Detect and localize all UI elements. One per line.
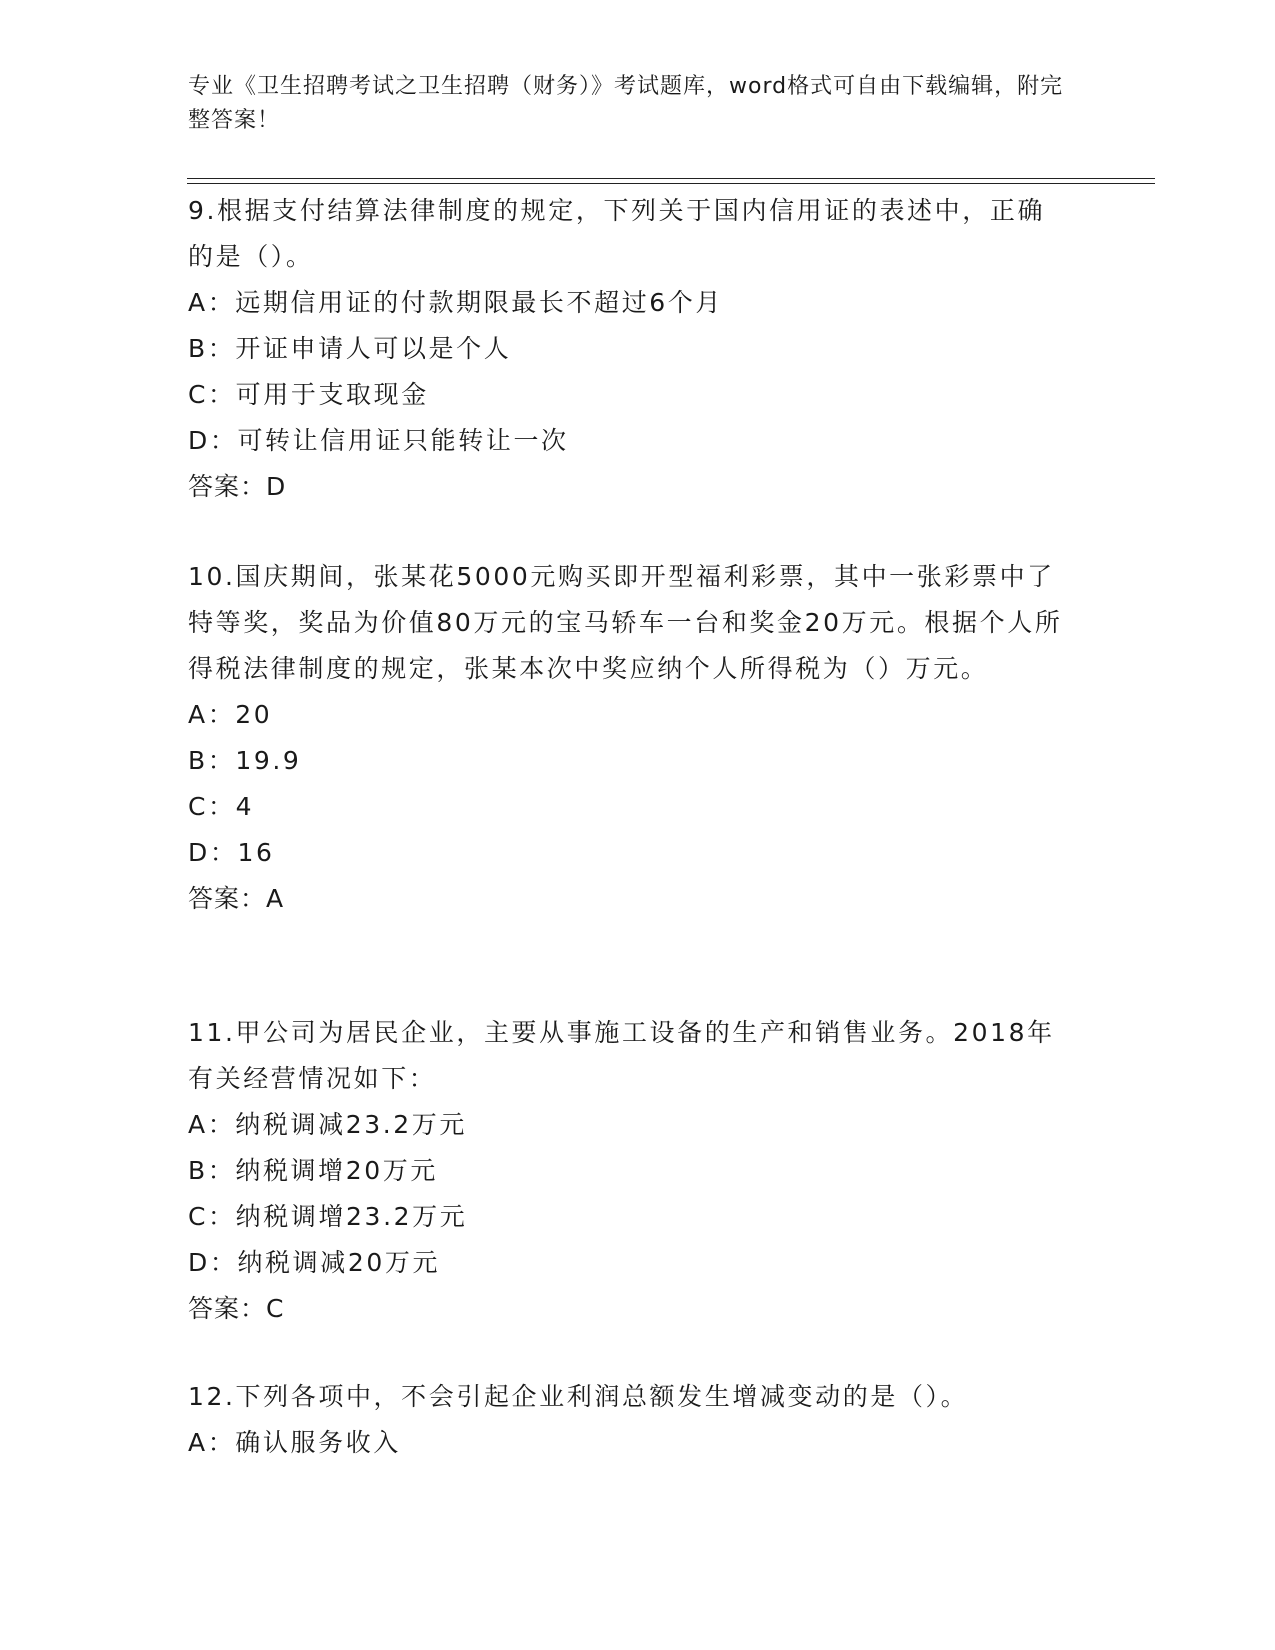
question-stem: 11.甲公司为居民企业，主要从事施工设备的生产和销售业务。2018年有关经营情况如下：	[188, 1018, 1055, 1093]
option-c: C：4	[188, 792, 255, 821]
question-stem: 10.国庆期间，张某花5000元购买即开型福利彩票，其中一张彩票中了特等奖，奖品为价值80万元的宝马轿车一台和奖金20万元。根据个人所得税法律制度的规定，张某本次中奖应纳个人所得税为（）万元。	[188, 562, 1063, 683]
option-c: C：可用于支取现金	[188, 380, 429, 409]
option-a: A：远期信用证的付款期限最长不超过6个月	[188, 288, 724, 317]
option-d: D：可转让信用证只能转让一次	[188, 426, 569, 455]
document-header: 专业《卫生招聘考试之卫生招聘（财务）》考试题库，word格式可自由下载编辑，附完整答案！	[188, 74, 1064, 133]
answer-line: 答案：C	[188, 1294, 285, 1323]
option-a: A：确认服务收入	[188, 1428, 401, 1457]
header-divider-top	[187, 178, 1155, 179]
question-10	[188, 554, 1068, 922]
question-12	[188, 1374, 1068, 1466]
header-divider-bottom	[187, 183, 1155, 184]
option-a: A：20	[188, 700, 273, 729]
option-a: A：纳税调减23.2万元	[188, 1110, 467, 1139]
answer-line: 答案：D	[188, 472, 287, 501]
option-b: B：开证申请人可以是个人	[188, 334, 512, 363]
question-stem: 9.根据支付结算法律制度的规定，下列关于国内信用证的表述中，正确的是（）。	[188, 196, 1046, 271]
question-stem: 12.下列各项中，不会引起企业利润总额发生增减变动的是（）。	[188, 1382, 969, 1411]
answer-line: 答案：A	[188, 884, 285, 913]
option-b: B：纳税调增20万元	[188, 1156, 438, 1185]
option-c: C：纳税调增23.2万元	[188, 1202, 468, 1231]
question-11	[188, 1010, 1068, 1332]
question-9	[188, 188, 1068, 510]
option-b: B：19.9	[188, 746, 302, 775]
option-d: D：纳税调减20万元	[188, 1248, 441, 1277]
option-d: D：16	[188, 838, 275, 867]
